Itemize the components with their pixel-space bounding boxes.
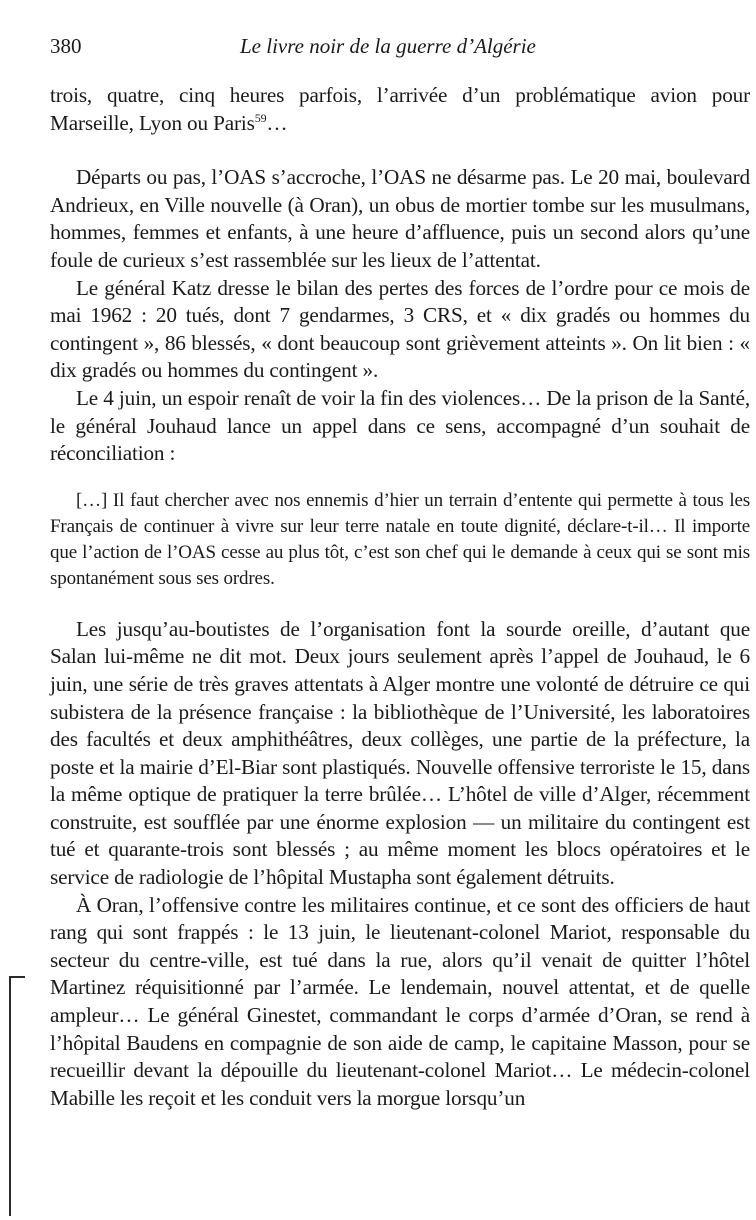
page-number: 380 xyxy=(50,34,82,58)
running-title: Le livre noir de la guerre d’Algérie xyxy=(240,34,536,58)
paragraph-continuation xyxy=(50,82,750,137)
paragraph: Départs ou pas, l’OAS s’accroche, l’OAS ne désarme pas. Le 20 mai, boulevard Andrieux, en Ville nouvelle (à Oran), un obus de mortier tombe sur les musulmans, hommes, femmes et enfants, à une heure d’affluence, puis un second alors qu’une foule de curieux s’est rassemblée sur les lieux de l’attentat. xyxy=(50,165,750,272)
paragraph-text: trois, quatre, cinq heures parfois, l’arrivée d’un problématique avion pour Marseille, Lyon ou Paris xyxy=(50,83,750,135)
margin-bracket-mark xyxy=(9,976,25,1216)
paragraph: Le 4 juin, un espoir renaît de voir la fin des violences… De la prison de la Santé, le général Jouhaud lance un appel dans ce sens, accompagné d’un souhait de réconciliation : xyxy=(50,385,750,466)
paragraph: À Oran, l’offensive contre les militaires continue, et ce sont des officiers de haut rang qui sont frappés : le 13 juin, le lieutenant-colonel Mariot, responsable du secteur du centre-ville, est tué dans la rue, alors qu’il venait de quitter l’hôtel Martinez réquisitionné par l’armée. Le lendemain, nouvel attentat, et de quelle ampleur… Le général Ginestet, commandant le corps d’armée d’Oran, se rend à l’hôpital Baudens en compagnie de son aide de camp, le capitaine Masson, pour se recueillir devant la dépouille du lieutenant-colonel Mariot… Le médecin-colonel Mabille les reçoit et les conduit vers la morgue lorsqu’un xyxy=(50,892,750,1110)
paragraph: Le général Katz dresse le bilan des pertes des forces de l’ordre pour ce mois de mai 1962 : 20 tués, dont 7 gendarmes, 3 CRS, et « dix gradés ou hommes du contingent », 86 blessés, « dont beaucoup sont grièvement atteints ». On lit bien : « dix gradés ou hommes du contingent ». xyxy=(50,275,750,383)
body-text xyxy=(50,82,750,1112)
page-header xyxy=(50,34,750,64)
paragraph: Les jusqu’au-boutistes de l’organisation font la sourde oreille, d’autant que Salan lui-même ne dit mot. Deux jours seulement après l’appel de Jouhaud, le 6 juin, une série de très graves attentats à Alger montre une volonté de détruire ce qui subistera de la présence française : la bibliothèque de l’Université, les laboratoires des facultés et deux amphithéâtres, deux collèges, une partie de la préfecture, la poste et la mairie d’El-Biar sont plastiqués. Nouvelle offensive terroriste le 15, dans la même optique de pratiquer la terre brûlée… L’hôtel de ville d’Alger, récemment construite, est soufflée par une énorme explosion — un militaire du contingent est tué et quarante-trois sont blessés ; au même moment les blocs opératoires et le service de radiologie de l’hôpital Mustapha sont également détruits. xyxy=(50,616,750,890)
ellipsis: … xyxy=(266,110,288,135)
block-quote: […] Il faut chercher avec nos ennemis d’hier un terrain d’entente qui permette à tous les Français de continuer à vivre sur leur terre natale en toute dignité, déclare-t-il… Il importe que l’action de l’OAS cesse au plus tôt, c’est son chef qui le demande à ceux qui se sont mis spontanément sous ses ordres. xyxy=(50,489,750,589)
footnote-ref: 59 xyxy=(254,110,267,125)
